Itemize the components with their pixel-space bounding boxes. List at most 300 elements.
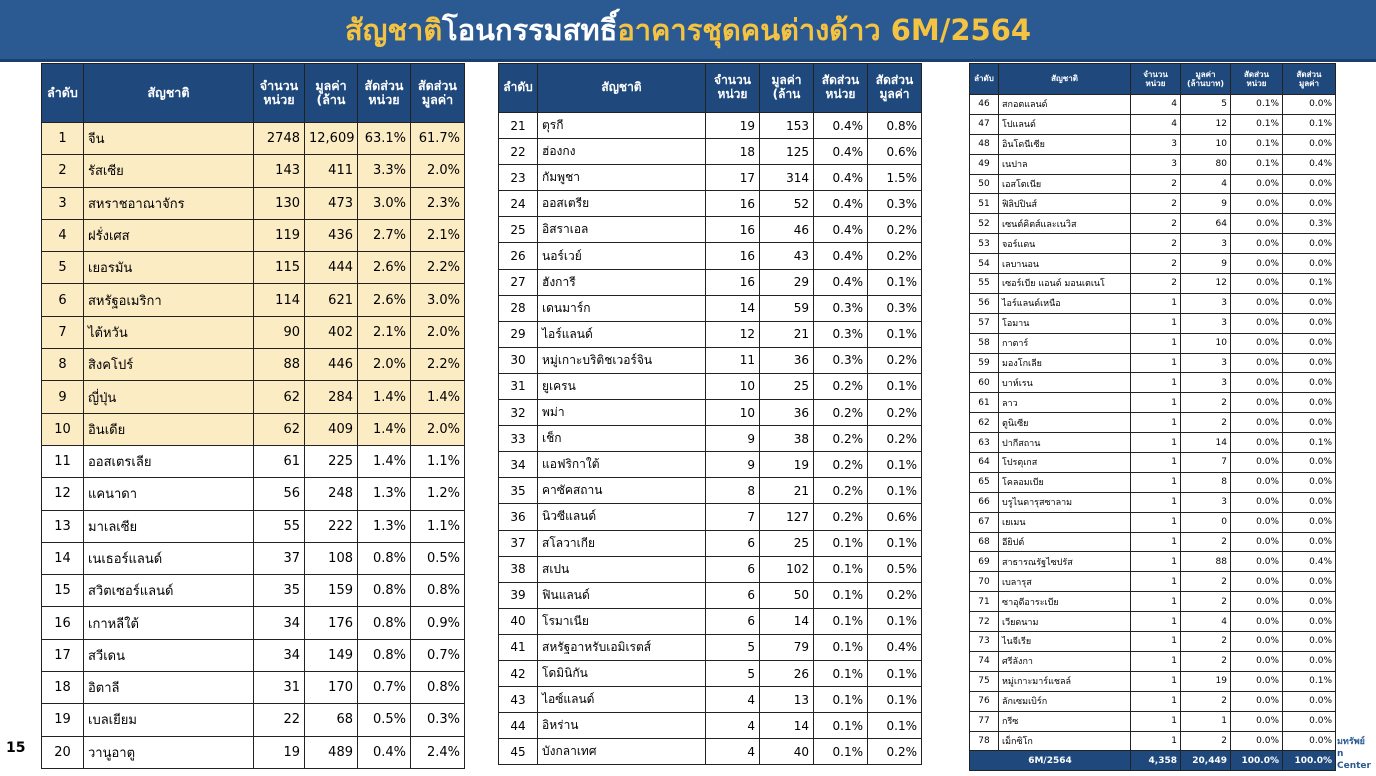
cell-value: 0: [1181, 512, 1231, 532]
nationality-table-1: [41, 63, 465, 769]
cell-value-share: 1.4%: [411, 381, 465, 413]
table-row: [499, 295, 922, 321]
cell-nationality: โดมินิกัน: [538, 660, 706, 686]
cell-value-share: 0.0%: [1283, 95, 1336, 115]
cell-rank: 55: [970, 274, 999, 294]
cell-value: 3: [1181, 353, 1231, 373]
cell-rank: 56: [970, 293, 999, 313]
cell-value: 14: [760, 608, 814, 634]
cell-value-share: 0.0%: [1283, 293, 1336, 313]
cell-unit-share: 0.8%: [358, 607, 411, 639]
cell-value-share: 0.0%: [1283, 393, 1336, 413]
cell-nationality: นิวซีแลนด์: [538, 504, 706, 530]
cell-nationality: อิตาลี: [84, 672, 254, 704]
cell-value: 52: [760, 191, 814, 217]
cell-value-share: 0.1%: [868, 660, 922, 686]
cell-value: 2: [1181, 532, 1231, 552]
logo-line-1: มทรัพย์: [1337, 737, 1365, 747]
cell-nationality: บรูไนดารุสซาลาม: [999, 492, 1131, 512]
cell-unit-share: 0.3%: [814, 295, 868, 321]
cell-units: 4: [706, 687, 760, 713]
cell-units: 1: [1131, 731, 1181, 751]
cell-rank: 43: [499, 687, 538, 713]
cell-value: 2: [1181, 632, 1231, 652]
table-row: [499, 373, 922, 399]
cell-units: 4: [1131, 95, 1181, 115]
cell-value: 314: [760, 165, 814, 191]
cell-nationality: เยเมน: [999, 512, 1131, 532]
table-row: [42, 187, 465, 219]
cell-value-share: 0.0%: [1283, 711, 1336, 731]
header-units: จำนวน หน่วย: [1131, 64, 1181, 95]
cell-nationality: ยูเครน: [538, 373, 706, 399]
cell-units: 2: [1131, 254, 1181, 274]
cell-value: 25: [760, 373, 814, 399]
cell-rank: 50: [970, 174, 999, 194]
cell-nationality: เซอร์เบีย แอนด์ มอนเตเนโ: [999, 274, 1131, 294]
cell-units: 115: [254, 252, 305, 284]
cell-rank: 67: [970, 512, 999, 532]
table-row: [499, 243, 922, 269]
cell-nationality: โคลอมเบีย: [999, 472, 1131, 492]
cell-nationality: หมู่เกาะมาร์แชลล์: [999, 671, 1131, 691]
title-part-3: อาคารชุดคนต่างด้าว: [617, 12, 881, 47]
cell-value: 102: [760, 556, 814, 582]
table-row: [970, 114, 1336, 134]
cell-rank: 2: [42, 155, 84, 187]
table-row: [42, 349, 465, 381]
cell-unit-share: 63.1%: [358, 123, 411, 155]
cell-units: 9: [706, 452, 760, 478]
cell-rank: 72: [970, 612, 999, 632]
cell-value-share: 2.2%: [411, 349, 465, 381]
cell-nationality: สวีเดน: [84, 639, 254, 671]
cell-value: 176: [305, 607, 358, 639]
cell-rank: 35: [499, 478, 538, 504]
cell-value-share: 0.0%: [1283, 572, 1336, 592]
table-row: [970, 154, 1336, 174]
cell-units: 10: [706, 400, 760, 426]
cell-units: 1: [1131, 353, 1181, 373]
cell-value-share: 0.8%: [411, 575, 465, 607]
title-bar: [0, 0, 1376, 62]
cell-value-share: 0.2%: [868, 400, 922, 426]
cell-value: 80: [1181, 154, 1231, 174]
cell-unit-share: 0.0%: [1231, 632, 1283, 652]
total-row: [970, 751, 1336, 771]
cell-nationality: สกอตแลนด์: [999, 95, 1131, 115]
table-row: [970, 393, 1336, 413]
cell-units: 119: [254, 219, 305, 251]
cell-value-share: 0.0%: [1283, 592, 1336, 612]
table-row: [499, 426, 922, 452]
cell-rank: 75: [970, 671, 999, 691]
cell-value-share: 0.1%: [868, 608, 922, 634]
cell-unit-share: 0.0%: [1231, 433, 1283, 453]
cell-nationality: โอมาน: [999, 313, 1131, 333]
cell-rank: 23: [499, 165, 538, 191]
cell-rank: 14: [42, 542, 84, 574]
cell-units: 5: [706, 660, 760, 686]
cell-value: 402: [305, 316, 358, 348]
cell-nationality: มาเลเซีย: [84, 510, 254, 542]
table-row: [970, 532, 1336, 552]
table-row: [42, 445, 465, 477]
table-row: [970, 512, 1336, 532]
cell-value-share: 0.0%: [1283, 234, 1336, 254]
cell-units: 2: [1131, 174, 1181, 194]
cell-value-share: 2.1%: [411, 219, 465, 251]
title-part-4: 6M/2564: [890, 12, 1032, 47]
header-units: จำนวน หน่วย: [254, 64, 305, 123]
cell-rank: 11: [42, 445, 84, 477]
cell-units: 16: [706, 217, 760, 243]
cell-unit-share: 0.1%: [1231, 134, 1283, 154]
cell-units: 4: [706, 713, 760, 739]
cell-value-share: 0.5%: [411, 542, 465, 574]
table-row: [42, 123, 465, 155]
cell-rank: 22: [499, 139, 538, 165]
table-row: [42, 575, 465, 607]
cell-unit-share: 0.1%: [814, 582, 868, 608]
cell-unit-share: 0.4%: [358, 736, 411, 768]
cell-unit-share: 0.0%: [1231, 671, 1283, 691]
cell-value-share: 0.0%: [1283, 174, 1336, 194]
cell-nationality: เบลเยียม: [84, 704, 254, 736]
cell-rank: 40: [499, 608, 538, 634]
cell-value: 3: [1181, 313, 1231, 333]
cell-unit-share: 0.0%: [1231, 174, 1283, 194]
cell-nationality: ซาอุดีอาระเบีย: [999, 592, 1131, 612]
logo: [1337, 736, 1376, 772]
cell-value-share: 0.0%: [1283, 512, 1336, 532]
table-row: [970, 572, 1336, 592]
cell-value: 13: [760, 687, 814, 713]
cell-value: 170: [305, 672, 358, 704]
cell-rank: 41: [499, 634, 538, 660]
cell-value-share: 1.1%: [411, 510, 465, 542]
cell-value: 3: [1181, 293, 1231, 313]
cell-nationality: กาตาร์: [999, 333, 1131, 353]
cell-unit-share: 0.0%: [1231, 393, 1283, 413]
cell-nationality: ไนจีเรีย: [999, 632, 1131, 652]
cell-unit-share: 0.0%: [1231, 254, 1283, 274]
cell-nationality: ตูนิเซีย: [999, 413, 1131, 433]
table-row: [499, 739, 922, 765]
cell-value-share: 0.0%: [1283, 532, 1336, 552]
cell-units: 143: [254, 155, 305, 187]
header-nationality: สัญชาติ: [84, 64, 254, 123]
cell-nationality: ศรีลังกา: [999, 651, 1131, 671]
table-row: [499, 504, 922, 530]
cell-value: 489: [305, 736, 358, 768]
cell-value-share: 0.1%: [868, 373, 922, 399]
cell-value-share: 0.0%: [1283, 651, 1336, 671]
cell-value-share: 0.4%: [1283, 154, 1336, 174]
cell-unit-share: 0.1%: [814, 556, 868, 582]
cell-value: 7: [1181, 453, 1231, 473]
table-row: [970, 711, 1336, 731]
cell-value-share: 1.5%: [868, 165, 922, 191]
cell-unit-share: 0.8%: [358, 639, 411, 671]
table-row: [970, 612, 1336, 632]
cell-value-share: 0.1%: [868, 687, 922, 713]
cell-rank: 52: [970, 214, 999, 234]
table-row: [42, 736, 465, 768]
cell-value: 3: [1181, 492, 1231, 512]
cell-rank: 24: [499, 191, 538, 217]
cell-nationality: สาธารณรัฐไซปรัส: [999, 552, 1131, 572]
cell-unit-share: 1.3%: [358, 510, 411, 542]
cell-units: 62: [254, 413, 305, 445]
cell-unit-share: 0.0%: [1231, 234, 1283, 254]
cell-nationality: โปแลนด์: [999, 114, 1131, 134]
header-unit-share: สัดส่วน หน่วย: [358, 64, 411, 123]
table-row: [42, 510, 465, 542]
cell-rank: 32: [499, 400, 538, 426]
cell-rank: 12: [42, 478, 84, 510]
cell-value: 125: [760, 139, 814, 165]
cell-value: 9: [1181, 254, 1231, 274]
cell-units: 130: [254, 187, 305, 219]
cell-units: 31: [254, 672, 305, 704]
cell-value-share: 0.9%: [411, 607, 465, 639]
cell-units: 1: [1131, 711, 1181, 731]
cell-units: 35: [254, 575, 305, 607]
table-row: [970, 731, 1336, 751]
cell-units: 114: [254, 284, 305, 316]
cell-unit-share: 0.0%: [1231, 612, 1283, 632]
table-row: [499, 165, 922, 191]
cell-units: 1: [1131, 572, 1181, 592]
table-row: [499, 400, 922, 426]
cell-units: 1: [1131, 632, 1181, 652]
cell-value-share: 2.0%: [411, 413, 465, 445]
cell-nationality: สวิตเซอร์แลนด์: [84, 575, 254, 607]
cell-value-share: 0.0%: [1283, 453, 1336, 473]
cell-units: 16: [706, 243, 760, 269]
cell-units: 2: [1131, 234, 1181, 254]
cell-units: 5: [706, 634, 760, 660]
cell-nationality: ไอร์แลนด์เหนือ: [999, 293, 1131, 313]
cell-value: 12,609: [305, 123, 358, 155]
cell-unit-share: 2.0%: [358, 349, 411, 381]
cell-nationality: เลบานอน: [999, 254, 1131, 274]
cell-nationality: กัมพูชา: [538, 165, 706, 191]
cell-value-share: 0.1%: [868, 321, 922, 347]
cell-value: 225: [305, 445, 358, 477]
cell-rank: 33: [499, 426, 538, 452]
cell-rank: 27: [499, 269, 538, 295]
cell-nationality: อิหร่าน: [538, 713, 706, 739]
header-units: จำนวน หน่วย: [706, 64, 760, 113]
table-row: [42, 542, 465, 574]
cell-unit-share: 0.0%: [1231, 731, 1283, 751]
table-row: [970, 353, 1336, 373]
cell-unit-share: 0.8%: [358, 542, 411, 574]
table-row: [970, 274, 1336, 294]
cell-unit-share: 0.0%: [1231, 194, 1283, 214]
cell-value-share: 2.3%: [411, 187, 465, 219]
cell-value-share: 0.0%: [1283, 373, 1336, 393]
header-value-share: สัดส่วน มูลค่า: [1283, 64, 1336, 95]
cell-unit-share: 0.0%: [1231, 214, 1283, 234]
cell-value: 50: [760, 582, 814, 608]
cell-nationality: ลักเซมเบิร์ก: [999, 691, 1131, 711]
cell-value-share: 0.0%: [1283, 353, 1336, 373]
cell-unit-share: 1.3%: [358, 478, 411, 510]
cell-unit-share: 0.0%: [1231, 651, 1283, 671]
cell-rank: 31: [499, 373, 538, 399]
cell-units: 19: [254, 736, 305, 768]
cell-units: 1: [1131, 293, 1181, 313]
cell-value: 59: [760, 295, 814, 321]
cell-value: 2: [1181, 393, 1231, 413]
table-row: [970, 671, 1336, 691]
cell-value: 25: [760, 530, 814, 556]
cell-rank: 4: [42, 219, 84, 251]
cell-unit-share: 0.0%: [1231, 552, 1283, 572]
table-row: [499, 347, 922, 373]
cell-unit-share: 0.7%: [358, 672, 411, 704]
cell-unit-share: 0.0%: [1231, 572, 1283, 592]
cell-nationality: เวียดนาม: [999, 612, 1131, 632]
cell-value: 40: [760, 739, 814, 765]
cell-value: 409: [305, 413, 358, 445]
cell-rank: 5: [42, 252, 84, 284]
cell-rank: 44: [499, 713, 538, 739]
cell-rank: 71: [970, 592, 999, 612]
cell-unit-share: 0.0%: [1231, 592, 1283, 612]
cell-unit-share: 3.0%: [358, 187, 411, 219]
cell-nationality: สิงคโปร์: [84, 349, 254, 381]
table-row: [42, 704, 465, 736]
cell-nationality: โรมาเนีย: [538, 608, 706, 634]
cell-unit-share: 0.2%: [814, 504, 868, 530]
cell-value: 38: [760, 426, 814, 452]
cell-unit-share: 0.4%: [814, 165, 868, 191]
cell-unit-share: 1.4%: [358, 381, 411, 413]
cell-value-share: 0.0%: [1283, 472, 1336, 492]
table-row: [970, 433, 1336, 453]
cell-value: 4: [1181, 174, 1231, 194]
cell-nationality: บังกลาเทศ: [538, 739, 706, 765]
cell-nationality: ฮังการี: [538, 269, 706, 295]
cell-rank: 48: [970, 134, 999, 154]
cell-unit-share: 2.7%: [358, 219, 411, 251]
cell-value: 88: [1181, 552, 1231, 572]
cell-units: 17: [706, 165, 760, 191]
cell-value: 473: [305, 187, 358, 219]
cell-value: 446: [305, 349, 358, 381]
table-row: [42, 639, 465, 671]
cell-rank: 61: [970, 393, 999, 413]
cell-value-share: 0.8%: [411, 672, 465, 704]
cell-units: 14: [706, 295, 760, 321]
cell-nationality: ตุรกี: [538, 113, 706, 139]
cell-units: 22: [254, 704, 305, 736]
cell-units: 11: [706, 347, 760, 373]
cell-units: 1: [1131, 651, 1181, 671]
cell-nationality: ออสเตรเลีย: [84, 445, 254, 477]
cell-value-share: 0.2%: [868, 347, 922, 373]
cell-rank: 60: [970, 373, 999, 393]
cell-rank: 68: [970, 532, 999, 552]
cell-value: 5: [1181, 95, 1231, 115]
cell-units: 1: [1131, 592, 1181, 612]
cell-units: 8: [706, 478, 760, 504]
cell-unit-share: 0.1%: [814, 713, 868, 739]
cell-value-share: 1.1%: [411, 445, 465, 477]
cell-unit-share: 0.0%: [1231, 313, 1283, 333]
cell-rank: 76: [970, 691, 999, 711]
nationality-table-2: [498, 63, 922, 765]
cell-value-share: 0.4%: [868, 634, 922, 660]
cell-unit-share: 0.0%: [1231, 373, 1283, 393]
cell-value: 149: [305, 639, 358, 671]
table-row: [499, 660, 922, 686]
cell-rank: 7: [42, 316, 84, 348]
cell-unit-share: 0.0%: [1231, 472, 1283, 492]
header-rank: ลำดับ: [42, 64, 84, 123]
cell-value-share: 0.0%: [1283, 691, 1336, 711]
cell-value-share: 0.8%: [868, 113, 922, 139]
table-row: [970, 592, 1336, 612]
cell-value-share: 0.6%: [868, 139, 922, 165]
cell-unit-share: 0.8%: [358, 575, 411, 607]
cell-units: 88: [254, 349, 305, 381]
cell-value: 43: [760, 243, 814, 269]
table-row: [499, 191, 922, 217]
cell-unit-share: 0.2%: [814, 426, 868, 452]
cell-unit-share: 0.3%: [814, 347, 868, 373]
cell-nationality: เกาหลีใต้: [84, 607, 254, 639]
cell-unit-share: 0.1%: [814, 634, 868, 660]
cell-value-share: 0.0%: [1283, 254, 1336, 274]
cell-value-share: 0.2%: [868, 243, 922, 269]
table-row: [499, 687, 922, 713]
cell-value: 36: [760, 400, 814, 426]
cell-units: 1: [1131, 373, 1181, 393]
total-unit-share: 100.0%: [1231, 751, 1283, 771]
cell-value-share: 0.0%: [1283, 413, 1336, 433]
cell-rank: 70: [970, 572, 999, 592]
cell-value-share: 0.1%: [1283, 671, 1336, 691]
cell-unit-share: 0.0%: [1231, 691, 1283, 711]
cell-nationality: เบลารุส: [999, 572, 1131, 592]
cell-value: 79: [760, 634, 814, 660]
cell-units: 4: [706, 739, 760, 765]
cell-nationality: เม็กซิโก: [999, 731, 1131, 751]
cell-value: 621: [305, 284, 358, 316]
cell-rank: 42: [499, 660, 538, 686]
table-row: [42, 284, 465, 316]
cell-rank: 59: [970, 353, 999, 373]
cell-rank: 74: [970, 651, 999, 671]
cell-unit-share: 3.3%: [358, 155, 411, 187]
cell-rank: 13: [42, 510, 84, 542]
cell-value: 36: [760, 347, 814, 373]
cell-rank: 77: [970, 711, 999, 731]
cell-unit-share: 0.1%: [1231, 114, 1283, 134]
cell-unit-share: 0.2%: [814, 373, 868, 399]
cell-unit-share: 0.0%: [1231, 274, 1283, 294]
table-row: [499, 139, 922, 165]
table-row: [970, 373, 1336, 393]
cell-value: 159: [305, 575, 358, 607]
header-rank: ลำดับ: [970, 64, 999, 95]
table-row: [970, 333, 1336, 353]
